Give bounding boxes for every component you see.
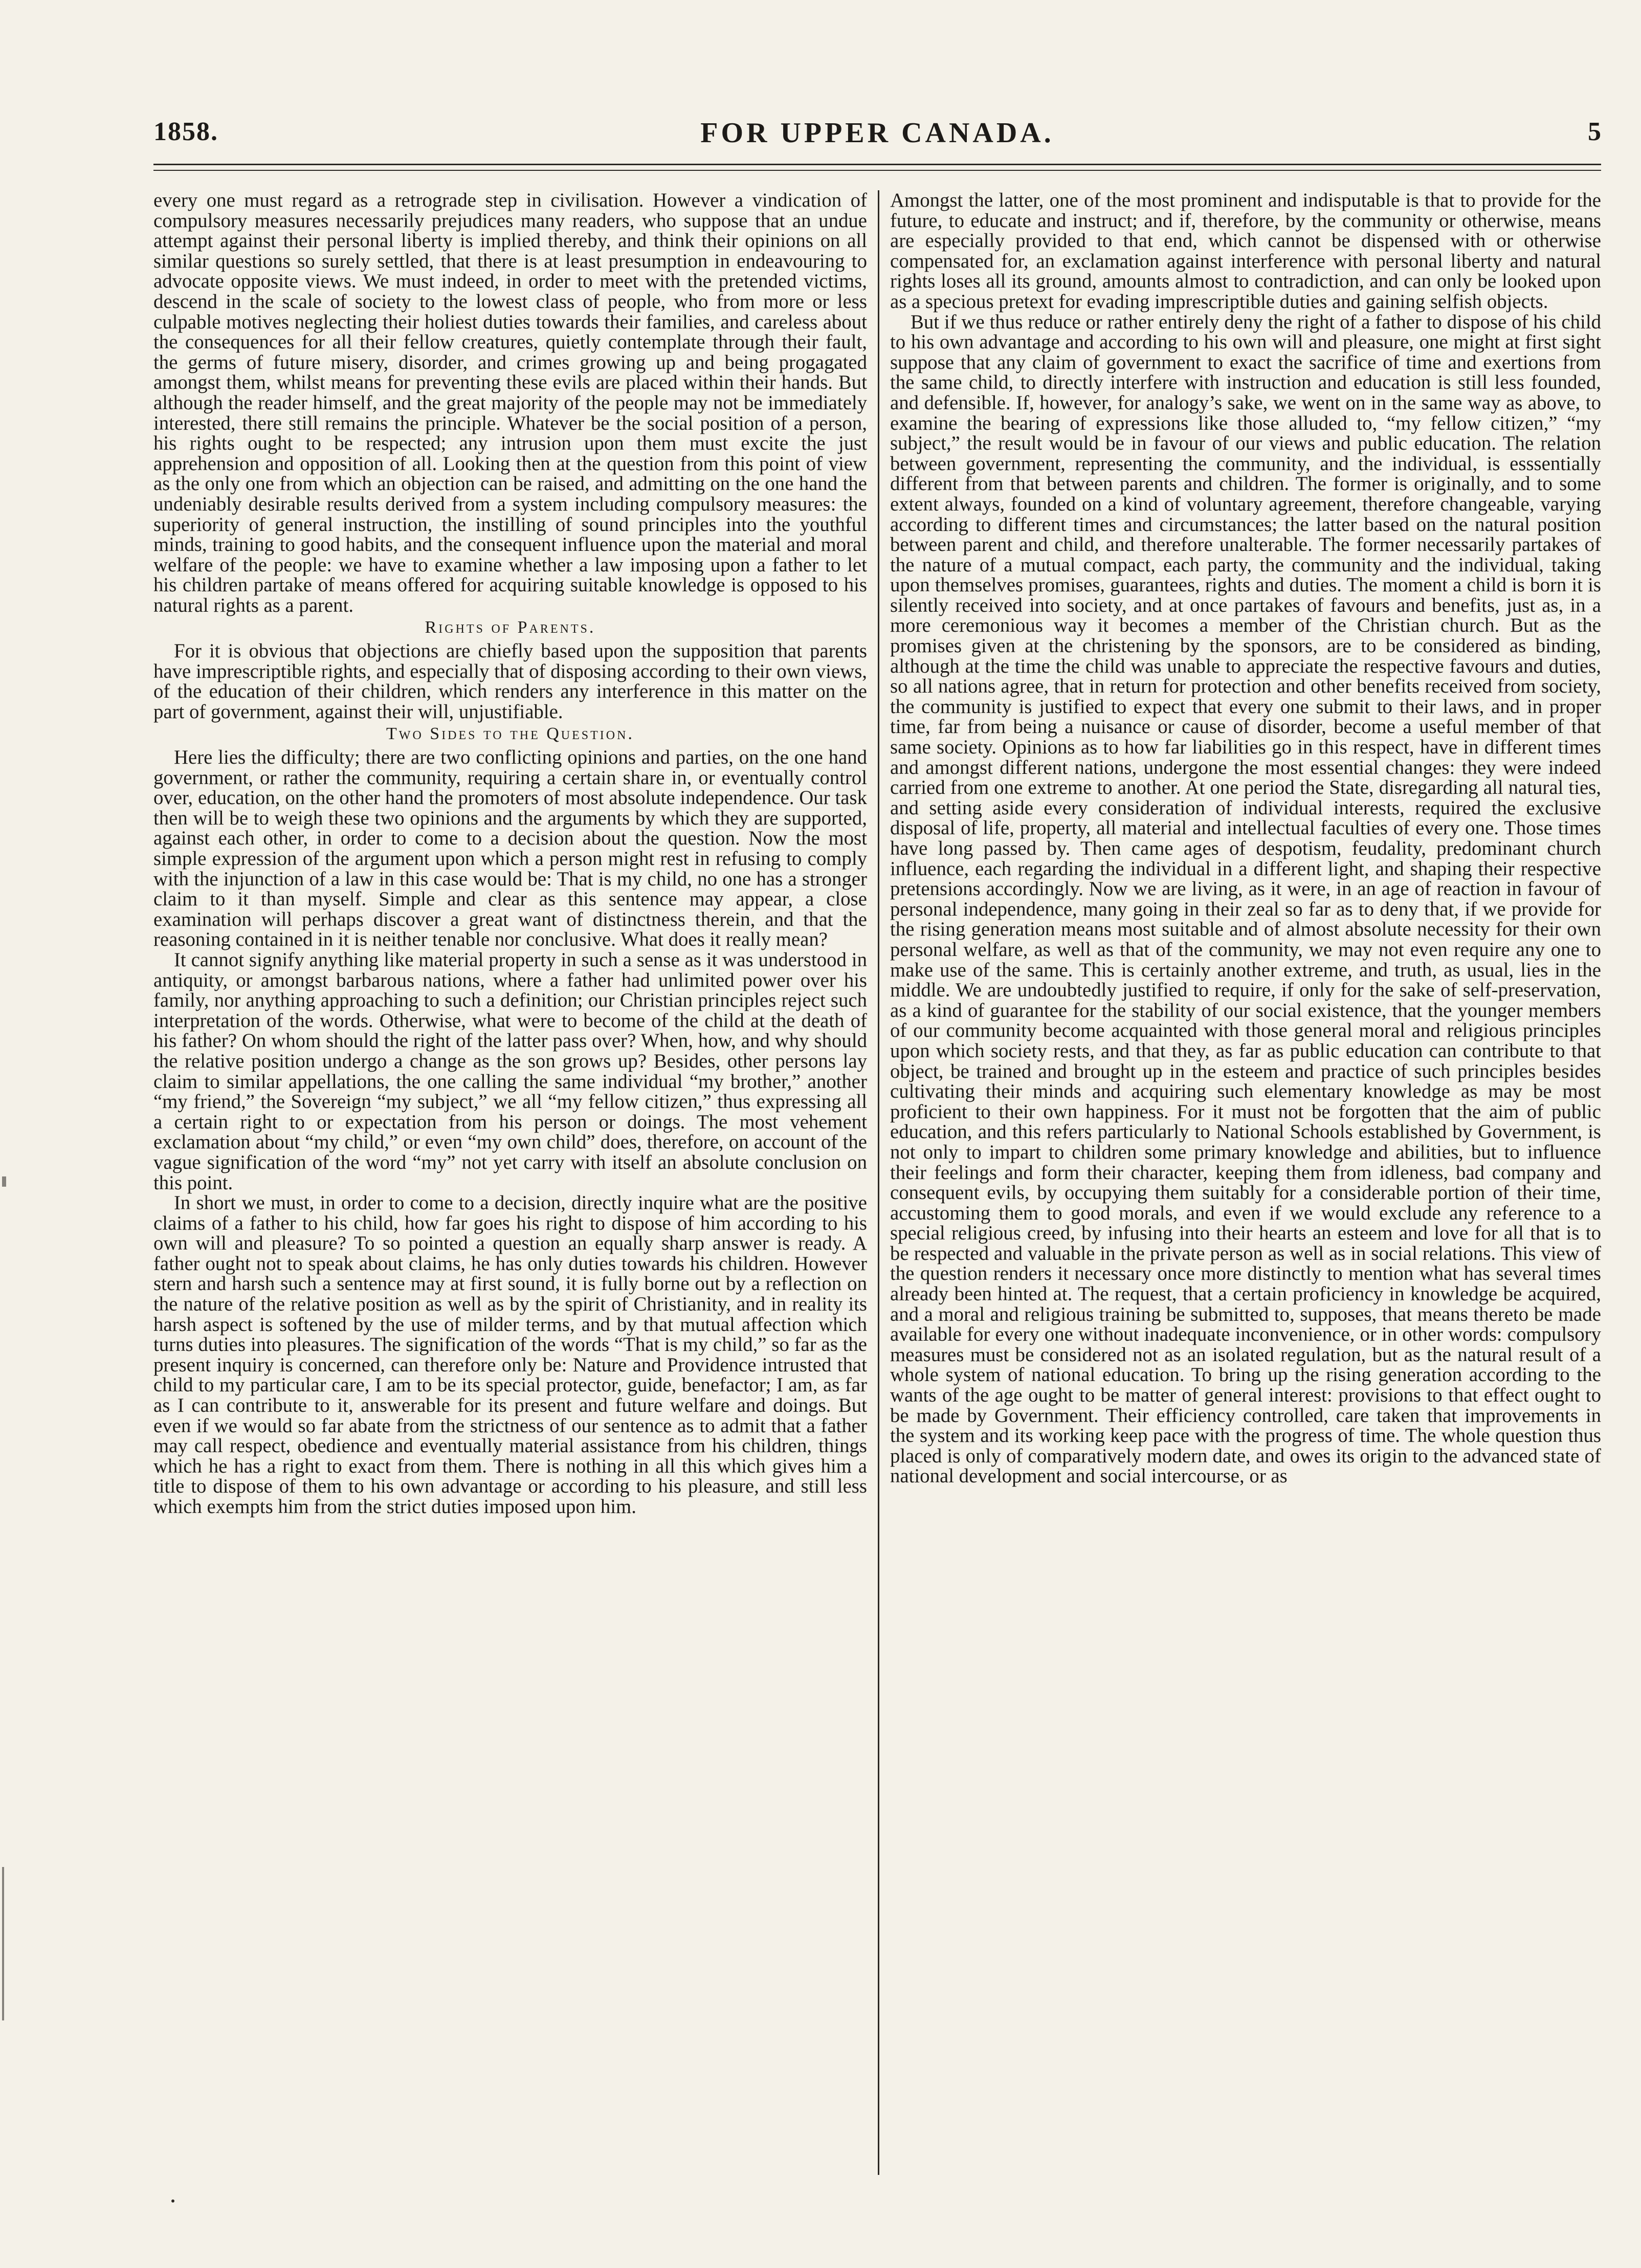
ink-dot bbox=[171, 2199, 174, 2203]
header-title: FOR UPPER CANADA. bbox=[700, 117, 1054, 149]
left-paragraph-3: Here lies the difficulty; there are two conflicting opinions and parties, on the one hand government, or rather the community, requiring a certain share in, or eventually control over, education, on the other hand the promoters of most absolute independence. Our task then will be to weigh these two opinions and the arguments by which they are supported, against each other, in order to come to a decision about the question. Now the most simple expression of the argument upon which a person might rest in refusing to comply with the injunction of a law in this case would be: That is my child, no one has a stronger claim to it than myself. Simple and clear as this sentence may appear, a close examination will perhaps discover a great want of distinctness therein, and that the reasoning contained in it is neither tenable nor conclusive. What does it really mean? bbox=[153, 746, 867, 951]
scan-mark bbox=[2, 1176, 6, 1187]
header-rule-thin bbox=[153, 170, 1601, 171]
section-heading-rights-of-parents: Rights of Parents. bbox=[425, 618, 596, 637]
column-divider bbox=[878, 190, 879, 2175]
right-column bbox=[890, 190, 1601, 2200]
left-paragraph-5: In short we must, in order to come to a decision, directly inquire what are the positive claims of a father to his child, how far goes his right to dispose of him according to his own will and pleasure? To so pointed a question an equally sharp answer is ready. A father ought not to speak about claims, he has only duties towards his children. However stern and harsh such a sentence may at first sound, it is fully borne out by a reflection on the nature of the relative position as well as by the spirit of Christianity, and in reality its harsh aspect is softened by the use of milder terms, and by that mutual affection which turns duties into pleasures. The signification of the words “That is my child,” so far as the present inquiry is concerned, can therefore only be: Nature and Providence intrusted that child to my particular care, I am to be its special protector, guide, benefactor; I am, as far as I can contribute to it, answerable for its present and future welfare and doings. But even if we would so far abate from the strictness of our sentence as to admit that a father may call respect, obedience and eventually material assistance from his children, things which he has a right to exact from them. There is nothing in all this which gives him a title to dispose of them to his own advantage or according to his pleasure, and still less which exempts him from the strict duties imposed upon him. bbox=[153, 1192, 867, 1518]
right-paragraph-1: Amongst the latter, one of the most prominent and indisputable is that to provide for the future, to educate and instruct; and if, therefore, by the community or otherwise, means are especially provided to that end, which cannot be dispensed with or otherwise compensated for, an exclamation against interference with personal liberty and natural rights loses all its ground, amounts almost to contradiction, and can only be looked upon as a specious pretext for evading imprescriptible duties and gaining selfish objects. bbox=[890, 190, 1601, 313]
left-column bbox=[153, 190, 867, 2200]
header-year: 1858. bbox=[153, 117, 218, 146]
page-number: 5 bbox=[1588, 117, 1601, 146]
page-header bbox=[153, 117, 1601, 158]
left-paragraph-2: For it is obvious that objections are chiefly based upon the supposition that parents have imprescriptible rights, and especially that of disposing according to their own views, of the education of their children, which renders any interference in this matter on the part of government, against their will, unjustifiable. bbox=[153, 640, 867, 723]
left-paragraph-1: every one must regard as a retrograde step in civilisation. However a vindication of compulsory measures necessarily prejudices many readers, who suppose that an undue attempt against their personal liberty is implied thereby, and think their opinions on all similar questions so surely settled, that there is at least presumption in endeavouring to advocate opposite views. We must indeed, in order to meet with the pretended victims, descend in the scale of society to the lowest class of people, who from more or less culpable motives neglecting their holiest duties towards their families, and careless about the consequences for all their fellow creatures, quietly contemplate through their fault, the germs of future misery, disorder, and crimes growing up and being progagated amongst them, whilst means for preventing these evils are placed within their hands. But although the reader himself, and the great majority of the people may not be immediately interested, there still remains the principle. Whatever be the social position of a person, his rights ought to be respected; any intrusion upon them must excite the just apprehension and opposition of all. Looking then at the question from this point of view as the only one from which an objection can be raised, and admitting on the one hand the undeniably desirable results derived from a system including compulsory measures: the superiority of general instruction, the instilling of sound principles into the youthful minds, training to good habits, and the consequent influence upon the material and moral welfare of the people: we have to examine whether a law imposing upon a father to let his children partake of means offered for acquiring suitable knowledge is opposed to his natural rights as a parent. bbox=[153, 190, 867, 616]
header-rule bbox=[153, 164, 1601, 165]
left-paragraph-4: It cannot signify anything like material property in such a sense as it was understood in antiquity, or amongst barbarous nations, where a father had unlimited power over his family, nor anything approaching to such a definition; our Christian principles reject such interpretation of the words. Otherwise, what were to become of the child at the death of his father? On whom should the right of the latter pass over? When, how, and why should the relative position undergo a change as the son grows up? Besides, other persons lay claim to similar appellations, the one calling the same individual “my brother,” another “my friend,” the Sovereign “my subject,” we all “my fellow citizen,” thus expressing all a certain right to or expectation from his person or doings. The most vehement exclamation about “my child,” or even “my own child” does, therefore, on account of the vague signification of the word “my” not yet carry with itself an absolute conclusion on this point. bbox=[153, 948, 867, 1194]
section-heading-two-sides: Two Sides to the Question. bbox=[386, 724, 634, 744]
right-paragraph-2: But if we thus reduce or rather entirely deny the right of a father to dispose of his child to his own advantage and according to his own will and pleasure, one might at first sight suppose that any claim of government to exact the sacrifice of time and exertions from the same child, to directly interfere with instruction and education is still less founded, and defensible. If, however, for analogy’s sake, we went on in the same way as above, to examine the bearing of expressions like those alluded to, “my fellow citizen,” “my subject,” the result would be in favour of our views and public education. The relation between government, representing the community, and the individual, is esssentially different from that between parents and children. The former is originally, and to some extent always, founded on a kind of voluntary agreement, therefore changeable, varying according to different times and circumstances; the latter based on the natural position between parent and child, and therefore unalterable. The former necessarily partakes of the nature of a mutual compact, each party, the community and the individual, taking upon themselves promises, guarantees, rights and duties. The moment a child is born it is silently received into society, and at once partakes of favours and benefits, just as, in a more ceremonious way it becomes a member of the Christian church. But as the promises given at the christening by the sponsors, are to be considered as binding, although at the time the child was unable to appreciate the respective favours and duties, so all nations agree, that in return for protection and other benefits received from society, the community is justified to expect that every one submit to their laws, and in proper time, far from being a nuisance or cause of disorder, become a useful member of that same society. Opinions as to how far liabilities go in this respect, have in different times and amongst different nations, undergone the most essential changes: they were indeed carried from one extreme to another. At one period the State, disregarding all natural ties, and setting aside every consideration of individual interests, required the exclusive disposal of life, property, all material and intellectual faculties of every one. Those times have long passed by. Then came ages of despotism, feudality, predominant church influence, each regarding the individual in a different light, and shaping their respective pretensions accordingly. Now we are living, as it were, in an age of reaction in favour of personal independence, many going in their zeal so far as to deny that, if we provide for the rising generation means most suitable and of almost absolute necessity for their own personal welfare, as well as that of the community, we may not even require any one to make use of the same. This is certainly another extreme, and truth, as usual, lies in the middle. We are undoubtedly justified to require, if only for the sake of self-preservation, as a kind of guarantee for the stability of our social existence, that the younger members of our community become acquainted with those general moral and religious principles upon which society rests, and that they, as far as public education can contribute to that object, be trained and brought up in the esteem and practice of such principles besides cultivating their minds and acquiring such elementary knowledge as may be most proficient to their own happiness. For it must not be forgotten that the aim of public education, and this refers particularly to National Schools established by Government, is not only to impart to children some primary knowledge and abilities, but to influence their feelings and form their character, keeping them from idleness, bad company and consequent evils, by occupying them suitably for a considerable portion of their time, accustoming them to good morals, and even if we would exclude any reference to a special religious creed, by infusing into their hearts an esteem and love for all that is to be respected and valuable in the private person as well as in social relations. This view of the question renders it necessary once more distinctly to mention what has several times already been hinted at. The request, that a certain proficiency in knowledge be acquired, and a moral and religious training be submitted to, supposes, that means thereto be made available for every one without inadequate inconvenience, or in other words: compulsory measures must be considered not as an isolated regulation, but as the natural result of a whole system of national education. To bring up the rising generation according to the wants of the age ought to be matter of general interest: provisions to that effect ought to be made by Government. Their efficiency controlled, care taken that improvements in the system and its working keep pace with the progress of time. The whole question thus placed is only of comparatively modern date, and owes its origin to the advanced state of national development and social intercourse, or as bbox=[890, 310, 1601, 1487]
scan-mark bbox=[2, 1867, 4, 2020]
